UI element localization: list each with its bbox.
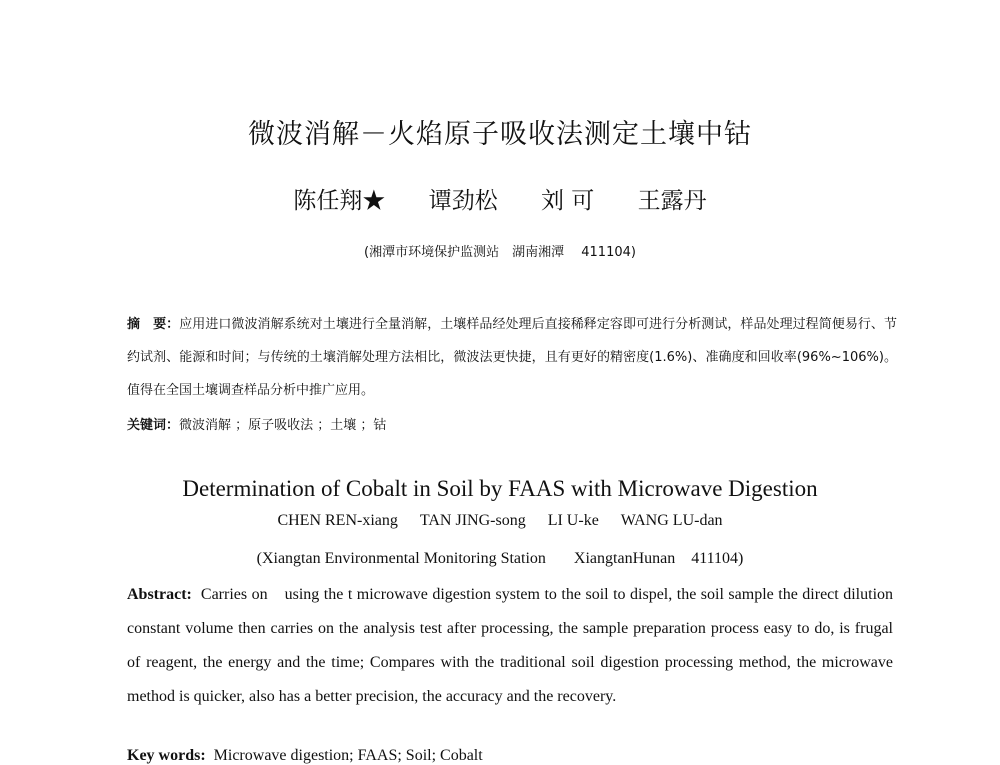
chinese-keywords-text: 微波消解 ；原子吸收法 ；土壤 ；钴 [179,418,387,433]
chinese-author: 刘 可 [541,188,595,214]
chinese-author: 谭劲松 [428,188,498,214]
english-keywords-label: Key words: [127,747,206,764]
english-author: TAN JING-song [419,512,526,529]
english-keywords [127,747,483,765]
chinese-abstract-label: 摘 要： [127,317,180,332]
english-affiliation [0,545,1000,568]
chinese-author-list [0,182,1000,215]
english-author: WANG LU-dan [620,512,723,529]
english-abstract [127,578,893,714]
english-abstract-text: Carries on using the t microwave digestion system to the soil to dispel, the soil sample the direct dilution constant volume then carries on the analysis test after processing, the sample preparation process easy to do, is frugal of reagent, the energy and the time; Compares with the traditional soil digestion processing method, the microwave method is quicker, also has a better precision, the accuracy and the recovery. [127,586,894,705]
chinese-keywords-label: 关键词： [127,418,180,433]
english-title: Determination of Cobalt in Soil by FAAS with Microwave Digestion [182,476,818,501]
english-abstract-label: Abstract: [127,586,192,603]
chinese-title: 微波消解－火焰原子吸收法测定土壤中钴 [248,119,752,150]
chinese-keywords [127,414,386,433]
english-author-list [0,512,1000,530]
english-author: CHEN REN-xiang [277,512,398,529]
english-affiliation-org: (Xiangtan Environmental Monitoring Station [256,550,546,567]
english-author: LI U-ke [547,512,599,529]
english-affiliation-place: XiangtanHunan 411104) [573,550,744,567]
chinese-abstract [127,308,897,407]
chinese-abstract-text: 应用进口微波消解系统对土壤进行全量消解，土壤样品经处理后直接稀释定容即可进行分析测试，样品处理过程简便易行、节约试剂、能源和时间；与传统的土壤消解处理方法相比，微波法更快捷，且有更好的精密度(1.6%)、准确度和回收率(96%~106%)。值得在全国土壤调查样品分析中推广应用。 [127,317,897,398]
chinese-affiliation: (湘潭市环境保护监测站 湖南湘潭 411104) [364,245,636,260]
chinese-author: 王露丹 [637,188,707,214]
chinese-author: 陈任翔★ [293,188,386,214]
english-keywords-text: Microwave digestion; FAAS; Soil; Cobalt [213,747,483,764]
